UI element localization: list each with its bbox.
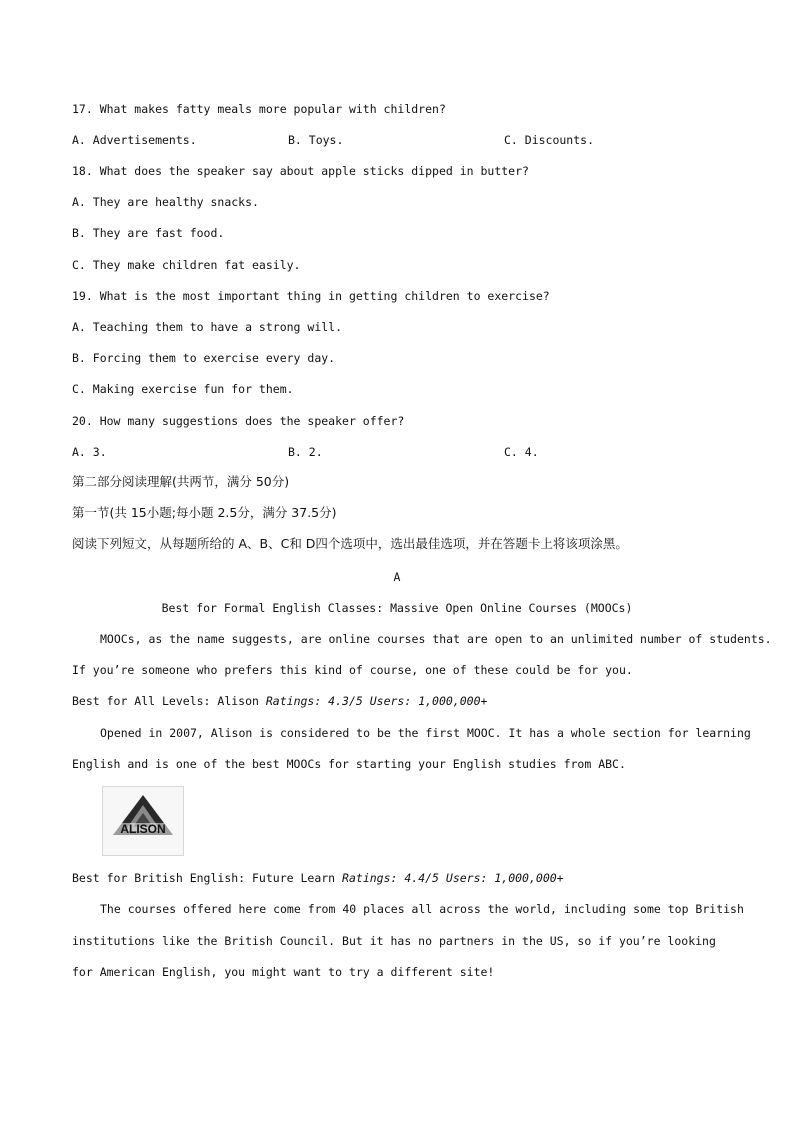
alison-logo-icon	[103, 787, 183, 855]
reading-instructions: 阅读下列短文，从每题所给的 A、B、C和 D四个选项中，选出最佳选项，并在答题卡上将该项涂黑。	[72, 536, 628, 551]
q20-option-a: A. 3.	[72, 445, 107, 459]
futurelearn-heading: Best for British English: Future Learn	[72, 871, 336, 885]
q20-option-c: C. 4.	[504, 445, 539, 459]
q18-option-a: A. They are healthy snacks.	[72, 195, 259, 209]
part2-heading: 第二部分阅读理解(共两节，满分 50分)	[72, 474, 290, 489]
passage-title: Best for Formal English Classes: Massive Open Online Courses (MOOCs)	[161, 601, 633, 615]
alison-paragraph-line1: Opened in 2007, Alison is considered to be the first MOOC. It has a whole section for learning	[100, 726, 751, 740]
q19-option-c: C. Making exercise fun for them.	[72, 382, 294, 396]
alison-logo	[102, 786, 184, 856]
question-19: 19. What is the most important thing in getting children to exercise?	[72, 289, 550, 303]
q20-option-b: B. 2.	[288, 445, 323, 459]
q18-option-c: C. They make children fat easily.	[72, 258, 301, 272]
alison-paragraph-line2: English and is one of the best MOOCs for starting your English studies from ABC.	[72, 757, 626, 771]
q19-option-a: A. Teaching them to have a strong will.	[72, 320, 343, 334]
q17-option-a: A. Advertisements.	[72, 133, 197, 147]
q17-option-b: B. Toys.	[288, 133, 344, 147]
alison-heading: Best for All Levels: Alison	[72, 694, 259, 708]
passage-intro-line2: If you’re someone who prefers this kind of course, one of these could be for you.	[72, 663, 633, 677]
alison-logo-text: ALISON	[120, 822, 166, 836]
section1-heading: 第一节(共 15小题;每小题 2.5分，满分 37.5分)	[72, 505, 337, 520]
q17-option-c: C. Discounts.	[504, 133, 595, 147]
futurelearn-paragraph-line2: institutions like the British Council. But it has no partners in the US, so if you’re looking	[72, 934, 716, 948]
futurelearn-ratings: Ratings: 4.4/5 Users: 1,000,000+	[342, 871, 564, 885]
question-20: 20. How many suggestions does the speaker offer?	[72, 414, 405, 428]
futurelearn-paragraph-line3: for American English, you might want to try a different site!	[72, 965, 495, 979]
futurelearn-paragraph-line1: The courses offered here come from 40 places all across the world, including some top British	[100, 902, 744, 916]
q19-option-b: B. Forcing them to exercise every day.	[72, 351, 336, 365]
alison-ratings: Ratings: 4.3/5 Users: 1,000,000+	[265, 694, 488, 708]
passage-intro-line1: MOOCs, as the name suggests, are online courses that are open to an unlimited number of students.	[100, 632, 772, 646]
question-17: 17. What makes fatty meals more popular with children?	[72, 102, 446, 116]
alison-heading-line	[72, 693, 487, 709]
passage-letter: A	[393, 570, 401, 584]
question-18: 18. What does the speaker say about apple sticks dipped in butter?	[72, 164, 529, 178]
futurelearn-heading-line	[72, 870, 564, 886]
q18-option-b: B. They are fast food.	[72, 226, 225, 240]
